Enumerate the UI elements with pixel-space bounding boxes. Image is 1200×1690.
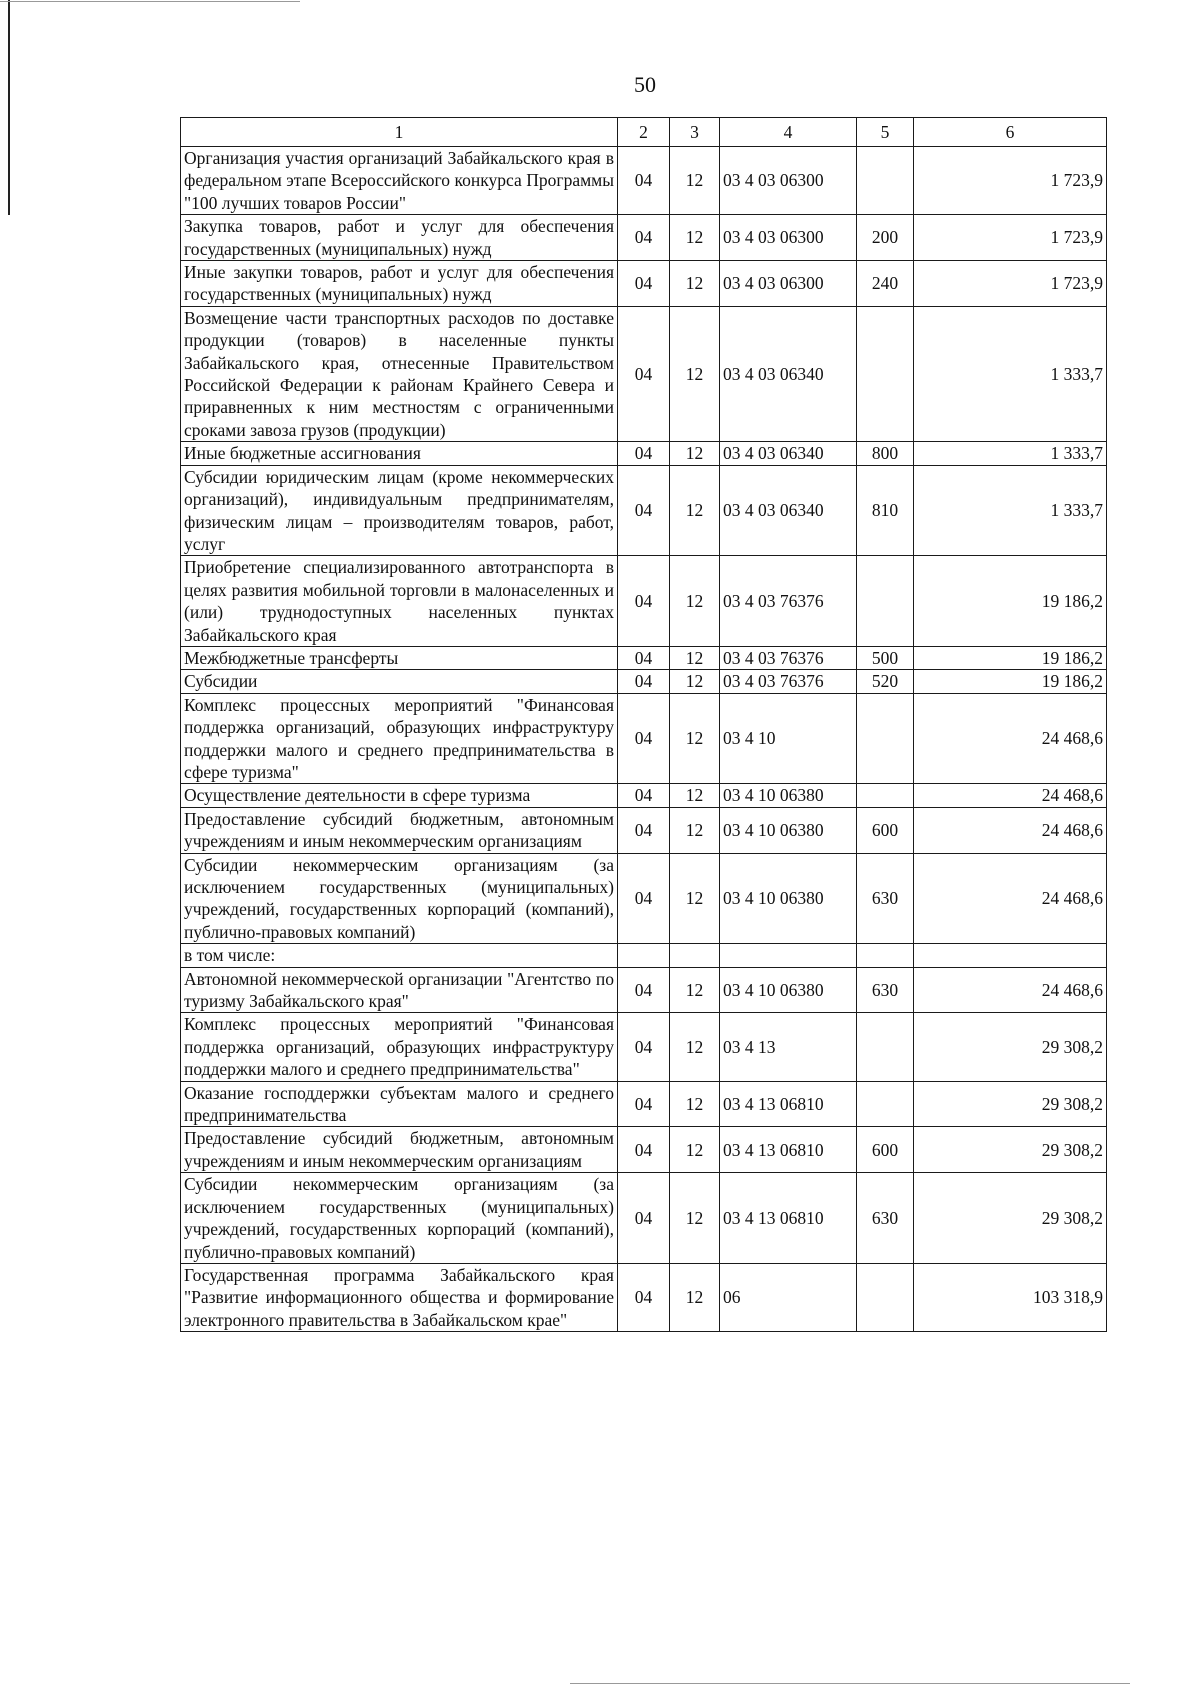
row-target-code: 03 4 03 76376 [720, 646, 857, 669]
header-col-1: 1 [181, 118, 618, 147]
row-subsection: 12 [670, 465, 720, 556]
row-expense-type: 200 [857, 215, 914, 261]
table-row [181, 1013, 1107, 1081]
row-subsection: 12 [670, 556, 720, 647]
row-expense-type [857, 944, 914, 967]
row-amount: 24 468,6 [914, 853, 1107, 944]
table-row [181, 556, 1107, 647]
table-row [181, 670, 1107, 693]
row-subsection: 12 [670, 1127, 720, 1173]
row-amount: 1 723,9 [914, 147, 1107, 215]
row-name: Автономной некоммерческой организации "Агентство по туризму Забайкальского края" [181, 967, 618, 1013]
row-name: в том числе: [181, 944, 618, 967]
table-row [181, 967, 1107, 1013]
row-name: Субсидии некоммерческим организациям (за исключением государственных (муниципальных) учреждений, государственных корпораций (компаний), публично-правовых компаний) [181, 853, 618, 944]
row-subsection: 12 [670, 306, 720, 441]
table-row [181, 944, 1107, 967]
row-expense-type: 600 [857, 1127, 914, 1173]
row-expense-type [857, 556, 914, 647]
row-subsection: 12 [670, 693, 720, 784]
row-section: 04 [618, 1173, 670, 1264]
table-row [181, 853, 1107, 944]
row-target-code: 03 4 03 76376 [720, 670, 857, 693]
row-section: 04 [618, 215, 670, 261]
row-amount: 19 186,2 [914, 646, 1107, 669]
scan-edge-bottom [570, 1683, 1130, 1684]
row-expense-type: 600 [857, 807, 914, 853]
page-number: 50 [634, 72, 656, 97]
row-target-code: 03 4 13 06810 [720, 1127, 857, 1173]
row-amount: 19 186,2 [914, 670, 1107, 693]
row-expense-type [857, 1081, 914, 1127]
row-amount: 1 723,9 [914, 261, 1107, 307]
row-subsection: 12 [670, 261, 720, 307]
row-target-code: 03 4 10 [720, 693, 857, 784]
row-section: 04 [618, 442, 670, 465]
row-name: Возмещение части транспортных расходов по доставке продукции (товаров) в населенные пункты Забайкальского края, отнесенные Правительством Российской Федерации к районам Крайнего Севера и приравненных к ним местностям с ограниченными сроками завоза грузов (продукции) [181, 306, 618, 441]
row-subsection: 12 [670, 646, 720, 669]
row-name: Государственная программа Забайкальского края "Развитие информационного общества и формирование электронного правительства в Забайкальском крае" [181, 1263, 618, 1331]
row-section: 04 [618, 784, 670, 807]
row-target-code: 03 4 03 06300 [720, 215, 857, 261]
row-expense-type: 630 [857, 853, 914, 944]
row-amount: 29 308,2 [914, 1173, 1107, 1264]
row-subsection [670, 944, 720, 967]
table-row [181, 1081, 1107, 1127]
row-amount: 29 308,2 [914, 1013, 1107, 1081]
row-amount: 1 333,7 [914, 306, 1107, 441]
row-amount: 19 186,2 [914, 556, 1107, 647]
table-header-row [181, 118, 1107, 147]
table-row [181, 306, 1107, 441]
row-target-code: 03 4 10 06380 [720, 967, 857, 1013]
row-section: 04 [618, 556, 670, 647]
row-target-code: 03 4 13 [720, 1013, 857, 1081]
header-col-3: 3 [670, 118, 720, 147]
row-amount: 24 468,6 [914, 784, 1107, 807]
row-expense-type [857, 693, 914, 784]
table-row [181, 784, 1107, 807]
row-target-code: 03 4 03 06300 [720, 147, 857, 215]
row-name: Предоставление субсидий бюджетным, автономным учреждениям и иным некоммерческим организациям [181, 1127, 618, 1173]
row-subsection: 12 [670, 147, 720, 215]
row-expense-type [857, 147, 914, 215]
row-section: 04 [618, 853, 670, 944]
row-subsection: 12 [670, 807, 720, 853]
header-col-4: 4 [720, 118, 857, 147]
row-expense-type: 500 [857, 646, 914, 669]
row-expense-type [857, 1013, 914, 1081]
row-name: Закупка товаров, работ и услуг для обеспечения государственных (муниципальных) нужд [181, 215, 618, 261]
row-name: Организация участия организаций Забайкальского края в федеральном этапе Всероссийского конкурса Программы "100 лучших товаров России" [181, 147, 618, 215]
row-expense-type: 810 [857, 465, 914, 556]
row-amount: 1 723,9 [914, 215, 1107, 261]
row-amount: 24 468,6 [914, 693, 1107, 784]
row-name: Субсидии [181, 670, 618, 693]
table-row [181, 442, 1107, 465]
scan-edge-top [0, 1, 300, 2]
row-name: Осуществление деятельности в сфере туризма [181, 784, 618, 807]
row-name: Субсидии юридическим лицам (кроме некоммерческих организаций), индивидуальным предпринимателям, физическим лицам – производителям товаров, работ, услуг [181, 465, 618, 556]
row-section: 04 [618, 1127, 670, 1173]
row-name: Комплекс процессных мероприятий "Финансовая поддержка организаций, образующих инфраструктуру поддержки малого и среднего предпринимательства в сфере туризма" [181, 693, 618, 784]
table-row [181, 1127, 1107, 1173]
row-section: 04 [618, 306, 670, 441]
row-target-code: 03 4 13 06810 [720, 1173, 857, 1264]
row-amount: 24 468,6 [914, 967, 1107, 1013]
budget-table [180, 117, 1107, 1332]
row-name: Оказание господдержки субъектам малого и среднего предпринимательства [181, 1081, 618, 1127]
row-name: Предоставление субсидий бюджетным, автономным учреждениям и иным некоммерческим организациям [181, 807, 618, 853]
row-subsection: 12 [670, 967, 720, 1013]
row-expense-type [857, 784, 914, 807]
row-section: 04 [618, 807, 670, 853]
row-subsection: 12 [670, 853, 720, 944]
table-row [181, 1263, 1107, 1331]
row-subsection: 12 [670, 1013, 720, 1081]
row-target-code: 03 4 03 06300 [720, 261, 857, 307]
row-section: 04 [618, 967, 670, 1013]
row-section: 04 [618, 147, 670, 215]
row-expense-type: 520 [857, 670, 914, 693]
row-subsection: 12 [670, 1173, 720, 1264]
row-expense-type [857, 1263, 914, 1331]
row-expense-type [857, 306, 914, 441]
row-target-code: 03 4 10 06380 [720, 807, 857, 853]
row-name: Иные бюджетные ассигнования [181, 442, 618, 465]
row-section: 04 [618, 693, 670, 784]
row-name: Комплекс процессных мероприятий "Финансовая поддержка организаций, образующих инфраструктуру поддержки малого и среднего предпринимательства" [181, 1013, 618, 1081]
table-row [181, 1173, 1107, 1264]
row-amount: 1 333,7 [914, 442, 1107, 465]
table-row [181, 646, 1107, 669]
table-row [181, 147, 1107, 215]
row-subsection: 12 [670, 784, 720, 807]
table-row [181, 261, 1107, 307]
row-amount: 103 318,9 [914, 1263, 1107, 1331]
row-name: Субсидии некоммерческим организациям (за исключением государственных (муниципальных) учреждений, государственных корпораций (компаний), публично-правовых компаний) [181, 1173, 618, 1264]
row-subsection: 12 [670, 215, 720, 261]
row-target-code: 06 [720, 1263, 857, 1331]
table-row [181, 807, 1107, 853]
row-expense-type: 630 [857, 967, 914, 1013]
row-section: 04 [618, 1263, 670, 1331]
row-name: Приобретение специализированного автотранспорта в целях развития мобильной торговли в малонаселенных и (или) труднодоступных населенных пунктах Забайкальского края [181, 556, 618, 647]
row-target-code: 03 4 03 06340 [720, 465, 857, 556]
row-amount: 1 333,7 [914, 465, 1107, 556]
row-section: 04 [618, 646, 670, 669]
row-target-code: 03 4 03 06340 [720, 442, 857, 465]
table-row [181, 215, 1107, 261]
row-target-code [720, 944, 857, 967]
row-section [618, 944, 670, 967]
header-col-6: 6 [914, 118, 1107, 147]
row-section: 04 [618, 1081, 670, 1127]
row-amount: 29 308,2 [914, 1127, 1107, 1173]
row-target-code: 03 4 03 76376 [720, 556, 857, 647]
row-expense-type: 800 [857, 442, 914, 465]
row-subsection: 12 [670, 442, 720, 465]
header-col-2: 2 [618, 118, 670, 147]
row-section: 04 [618, 670, 670, 693]
row-amount: 29 308,2 [914, 1081, 1107, 1127]
row-expense-type: 240 [857, 261, 914, 307]
table-row [181, 693, 1107, 784]
row-target-code: 03 4 10 06380 [720, 853, 857, 944]
row-section: 04 [618, 1013, 670, 1081]
row-section: 04 [618, 261, 670, 307]
row-target-code: 03 4 10 06380 [720, 784, 857, 807]
row-amount: 24 468,6 [914, 807, 1107, 853]
row-subsection: 12 [670, 670, 720, 693]
row-expense-type: 630 [857, 1173, 914, 1264]
row-target-code: 03 4 03 06340 [720, 306, 857, 441]
row-target-code: 03 4 13 06810 [720, 1081, 857, 1127]
row-amount [914, 944, 1107, 967]
row-section: 04 [618, 465, 670, 556]
row-name: Иные закупки товаров, работ и услуг для обеспечения государственных (муниципальных) нужд [181, 261, 618, 307]
row-subsection: 12 [670, 1081, 720, 1127]
header-col-5: 5 [857, 118, 914, 147]
row-name: Межбюджетные трансферты [181, 646, 618, 669]
table-row [181, 465, 1107, 556]
row-subsection: 12 [670, 1263, 720, 1331]
scan-edge-left [8, 0, 10, 215]
